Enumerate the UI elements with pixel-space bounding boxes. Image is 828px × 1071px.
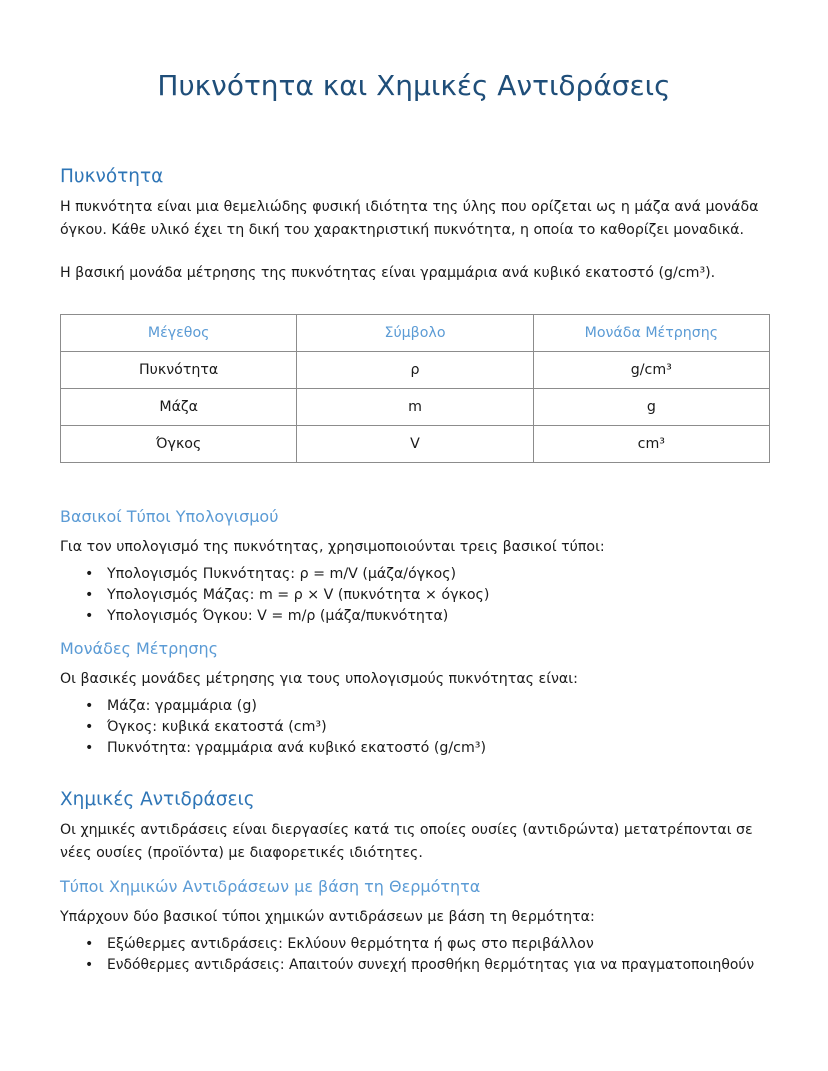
table-header-row	[61, 315, 770, 352]
table-cell: V	[297, 426, 533, 463]
units-list	[60, 696, 768, 759]
list-item: • Όγκος: κυβικά εκατοστά (cm³)	[107, 717, 768, 738]
heat-types-list	[60, 934, 768, 976]
formulas-heading: Βασικοί Τύποι Υπολογισμού	[60, 507, 279, 526]
table-row	[61, 389, 770, 426]
units-intro: Οι βασικές μονάδες μέτρησης για τους υπολογισμούς πυκνότητας είναι:	[60, 671, 578, 687]
table-cell: ρ	[297, 352, 533, 389]
table-header-cell: Μονάδα Μέτρησης	[533, 315, 769, 352]
list-item: • Ενδόθερμες αντιδράσεις: Απαιτούν συνεχή προσθήκη θερμότητας για να πραγματοποιηθούν	[107, 955, 768, 976]
heat-types-heading: Τύποι Χημικών Αντιδράσεων με βάση τη Θερμότητα	[60, 877, 481, 896]
list-item: • Πυκνότητα: γραμμάρια ανά κυβικό εκατοστό (g/cm³)	[107, 738, 768, 759]
table-cell: cm³	[533, 426, 769, 463]
list-item: • Υπολογισμός Πυκνότητας: ρ = m/V (μάζα/όγκος)	[107, 564, 768, 585]
table-cell: g	[533, 389, 769, 426]
heat-types-intro: Υπάρχουν δύο βασικοί τύποι χημικών αντιδράσεων με βάση τη θερμότητα:	[60, 909, 595, 925]
table-cell: Όγκος	[61, 426, 297, 463]
density-intro: Η πυκνότητα είναι μια θεμελιώδης φυσική ιδιότητα της ύλης που ορίζεται ως η μάζα ανά μονάδα όγκου. Κάθε υλικό έχει τη δική του χαρακτηριστική πυκνότητα, η οποία το καθορίζει μοναδικά.	[60, 199, 759, 238]
list-item: • Μάζα: γραμμάρια (g)	[107, 696, 768, 717]
table-cell: m	[297, 389, 533, 426]
list-item: • Υπολογισμός Όγκου: V = m/ρ (μάζα/πυκνότητα)	[107, 606, 768, 627]
reactions-intro: Οι χημικές αντιδράσεις είναι διεργασίες κατά τις οποίες ουσίες (αντιδρώντα) μετατρέπονται σε νέες ουσίες (προϊόντα) με διαφορετικές ιδιότητες.	[60, 822, 753, 861]
table-row	[61, 352, 770, 389]
formulas-intro: Για τον υπολογισμό της πυκνότητας, χρησιμοποιούνται τρεις βασικοί τύποι:	[60, 539, 605, 555]
table-cell: Μάζα	[61, 389, 297, 426]
table-row	[61, 426, 770, 463]
table-header-cell: Μέγεθος	[61, 315, 297, 352]
table-cell: g/cm³	[533, 352, 769, 389]
formulas-list	[60, 564, 768, 627]
density-heading: Πυκνότητα	[60, 166, 164, 187]
reactions-heading: Χημικές Αντιδράσεις	[60, 789, 255, 810]
table-cell: Πυκνότητα	[61, 352, 297, 389]
table-header-cell: Σύμβολο	[297, 315, 533, 352]
units-heading: Μονάδες Μέτρησης	[60, 639, 219, 658]
list-item: • Υπολογισμός Μάζας: m = ρ × V (πυκνότητα × όγκος)	[107, 585, 768, 606]
density-table	[60, 314, 770, 463]
list-item: • Εξώθερμες αντιδράσεις: Εκλύουν θερμότητα ή φως στο περιβάλλον	[107, 934, 768, 955]
density-unit-note: Η βασική μονάδα μέτρησης της πυκνότητας είναι γραμμάρια ανά κυβικό εκατοστό (g/cm³).	[60, 265, 716, 281]
page-title: Πυκνότητα και Χημικές Αντιδράσεις	[157, 69, 671, 102]
